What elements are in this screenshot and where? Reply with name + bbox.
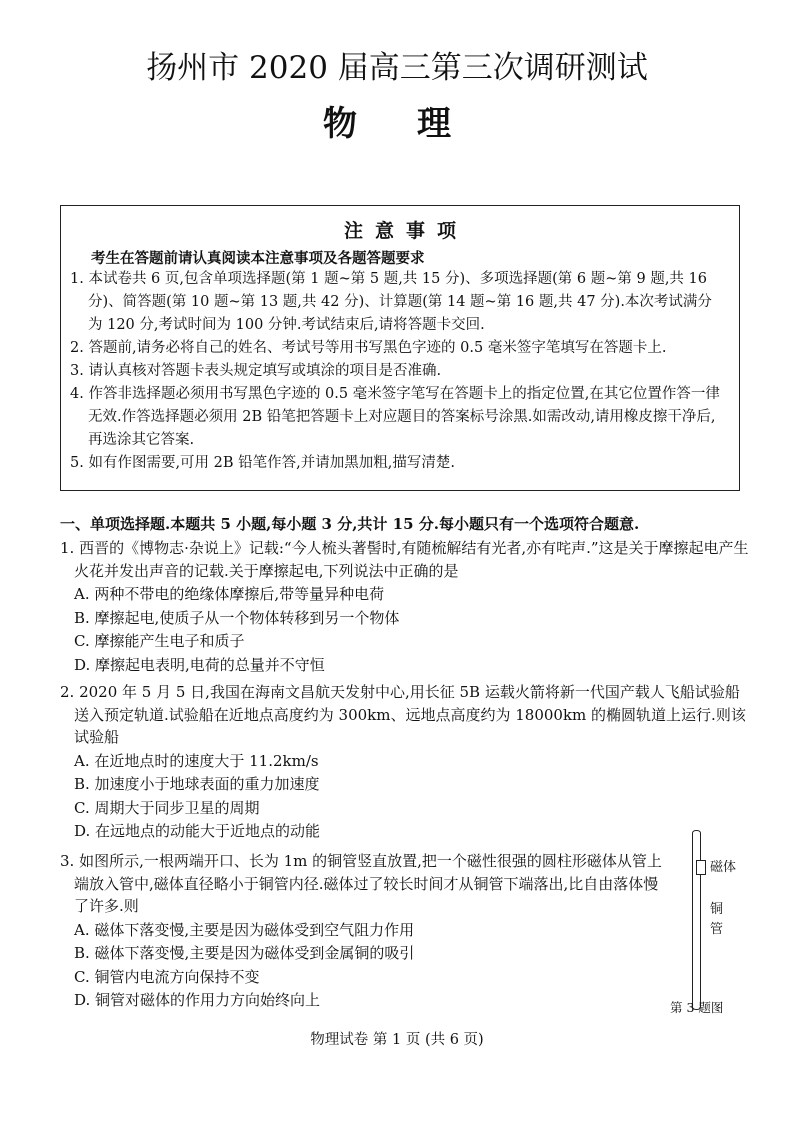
question-stem: 1. 西晋的《博物志·杂说上》记载:“今人梳头著髻时,有随梳解结有光者,亦有咤声.”这是关于摩擦起电产生火花并发出声音的记载.关于摩擦起电,下列说法中正确的是: [60, 539, 749, 580]
notice-title: 注意事项: [343, 220, 468, 242]
notice-item: 1. 本试卷共 6 页,包含单项选择题(第 1 题~第 5 题,共 15 分)、多项选择题(第 6 题~第 9 题,共 16 分)、简答题(第 10 题~第 13 题,共 42 分)、计算题(第 14 题~第 16 题,共 47 分).本次考试满分为 120 分,考试时间为 100 分钟.考试结束后,请将答题卡交回.: [70, 271, 712, 333]
magnet-label: 磁体: [710, 860, 737, 875]
option-c: C. 周期大于同步卫星的周期: [74, 798, 260, 817]
option-a: A. 磁体下落变慢,主要是因为磁体受到空气阻力作用: [74, 920, 415, 939]
option-c: C. 铜管内电流方向保持不变: [74, 967, 260, 986]
option-c: C. 摩擦能产生电子和质子: [74, 632, 245, 650]
section-heading: 一、单项选择题.本题共 5 小题,每小题 3 分,共计 15 分.每小题只有一个选项符合题意.: [60, 515, 640, 533]
question-stem: 3. 如图所示,一根两端开口、长为 1m 的铜管竖直放置,把一个磁性很强的圆柱形磁体从管上端放入管中,磁体直径略小于铜管内径.磁体过了较长时间才从铜管下端落出,比自由落体慢了许多.则: [60, 852, 662, 915]
magnet-shape: [696, 860, 706, 875]
option-a: A. 两种不带电的绝缘体摩擦后,带等量异种电荷: [74, 585, 385, 603]
option-a: A. 在近地点时的速度大于 11.2km/s: [74, 751, 319, 770]
notice-item: 3. 请认真核对答题卡表头规定填写或填涂的项目是否准确.: [70, 363, 442, 379]
subject-title: 物理: [323, 104, 511, 144]
page-footer: 物理试卷 第 1 页 (共 6 页): [310, 1032, 484, 1048]
notice-item: 4. 作答非选择题必须用书写黑色字迹的 0.5 毫米签字笔写在答题卡上的指定位置,在其它位置作答一律无效.作答选择题必须用 2B 铅笔把答题卡上对应题目的答案标号涂黑.如需改动,请用橡皮擦干净后,再选涂其它答案.: [70, 386, 720, 448]
notice-intro: 考生在答题前请认真阅读本注意事项及各题答题要求: [91, 250, 425, 267]
notice-item: 5. 如有作图需要,可用 2B 铅笔作答,并请加黑加粗,描写清楚.: [70, 455, 455, 471]
question-2: [60, 681, 750, 843]
figure-caption: 第 3 题图: [670, 1000, 724, 1015]
option-d: D. 摩擦起电表明,电荷的总量并不守恒: [74, 655, 325, 674]
option-d: D. 在远地点的动能大于近地点的动能: [74, 822, 321, 840]
pipe-label-2: 管: [710, 922, 724, 937]
option-d: D. 铜管对磁体的作用力方向始终向上: [74, 991, 321, 1009]
option-b: B. 加速度小于地球表面的重力加速度: [74, 775, 320, 793]
copper-tube-figure: [664, 826, 754, 1026]
copper-tube-shape: [692, 830, 701, 1010]
question-stem: 2. 2020 年 5 月 5 日,我国在海南文昌航天发射中心,用长征 5B 运载火箭将新一代国产载人飞船试验船送入预定轨道.试验船在近地点高度约为 300km、远地点高度约为 18000km 的椭圆轨道上运行.则该试验船: [60, 683, 746, 746]
exam-title: 扬州市 2020 届高三第三次调研测试: [146, 50, 648, 86]
notice-box: [60, 205, 740, 491]
option-b: B. 摩擦起电,使质子从一个物体转移到另一个物体: [74, 608, 400, 627]
question-3: [60, 850, 665, 1012]
question-1: [60, 537, 750, 676]
notice-item: 2. 答题前,请务必将自己的姓名、考试号等用书写黑色字迹的 0.5 毫米签字笔填写在答题卡上.: [70, 340, 667, 356]
pipe-label-1: 铜: [710, 902, 724, 917]
option-b: B. 磁体下落变慢,主要是因为磁体受到金属铜的吸引: [74, 944, 415, 962]
